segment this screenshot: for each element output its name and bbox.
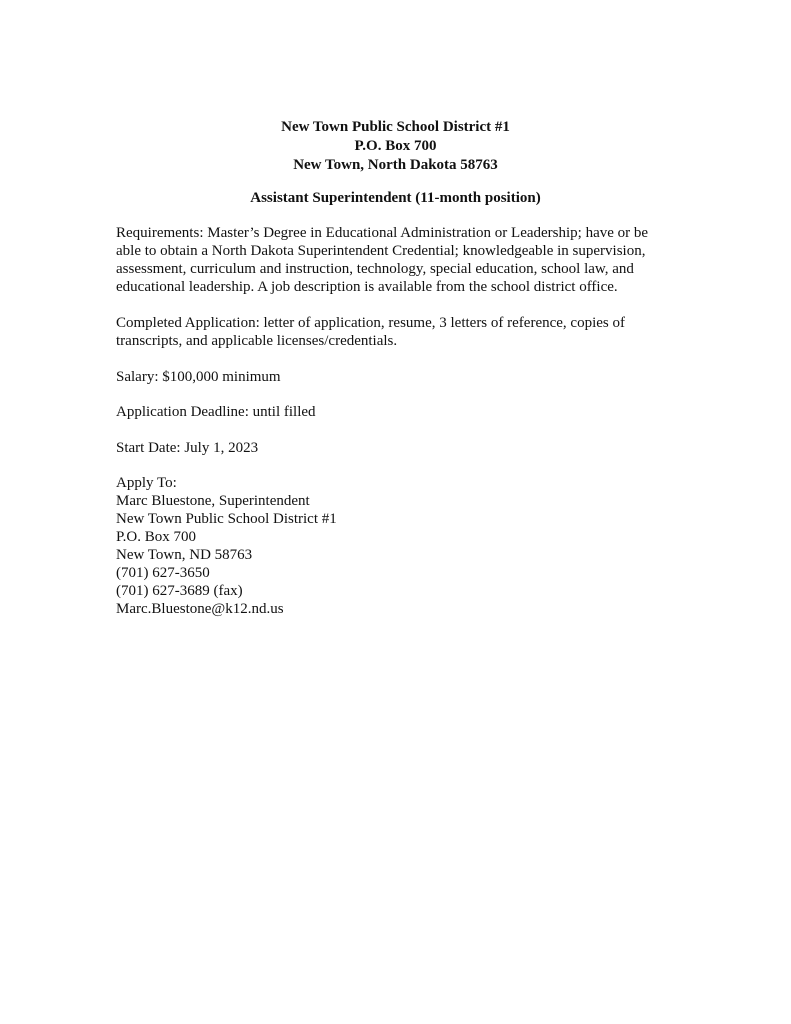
completed-application-line: Completed Application: letter of application, resume, 3 letters of reference, copies of — [116, 315, 625, 331]
start-date-line: Start Date: July 1, 2023 — [116, 440, 259, 456]
requirements-line: able to obtain a North Dakota Superintendent Credential; knowledgeable in supervision, — [116, 243, 646, 259]
requirements-line: educational leadership. A job description is available from the school district office. — [116, 279, 618, 295]
completed-application-line: transcripts, and applicable licenses/credentials. — [116, 333, 398, 349]
completed-application-paragraph — [116, 314, 686, 350]
requirements-line: assessment, curriculum and instruction, technology, special education, school law, and — [116, 261, 634, 277]
contact-phone: (701) 627-3650 — [116, 565, 210, 581]
district-po-box: P.O. Box 700 — [354, 138, 437, 154]
contact-organization: New Town Public School District #1 — [116, 511, 337, 527]
deadline-line: Application Deadline: until filled — [116, 404, 316, 420]
district-header — [0, 118, 791, 175]
salary-line: Salary: $100,000 minimum — [116, 369, 281, 385]
contact-email: Marc.Bluestone@k12.nd.us — [116, 601, 284, 617]
apply-to-block — [116, 474, 686, 618]
requirements-paragraph — [116, 224, 686, 296]
requirements-line: Requirements: Master’s Degree in Educational Administration or Leadership; have or be — [116, 225, 649, 241]
apply-to-heading: Apply To: — [116, 475, 177, 491]
contact-fax: (701) 627-3689 (fax) — [116, 583, 243, 599]
district-name: New Town Public School District #1 — [281, 119, 510, 135]
district-city-state: New Town, North Dakota 58763 — [293, 157, 498, 173]
contact-po-box: P.O. Box 700 — [116, 529, 197, 545]
position-title: Assistant Superintendent (11-month position) — [250, 190, 541, 206]
contact-name: Marc Bluestone, Superintendent — [116, 493, 310, 509]
contact-city-state-zip: New Town, ND 58763 — [116, 547, 253, 563]
